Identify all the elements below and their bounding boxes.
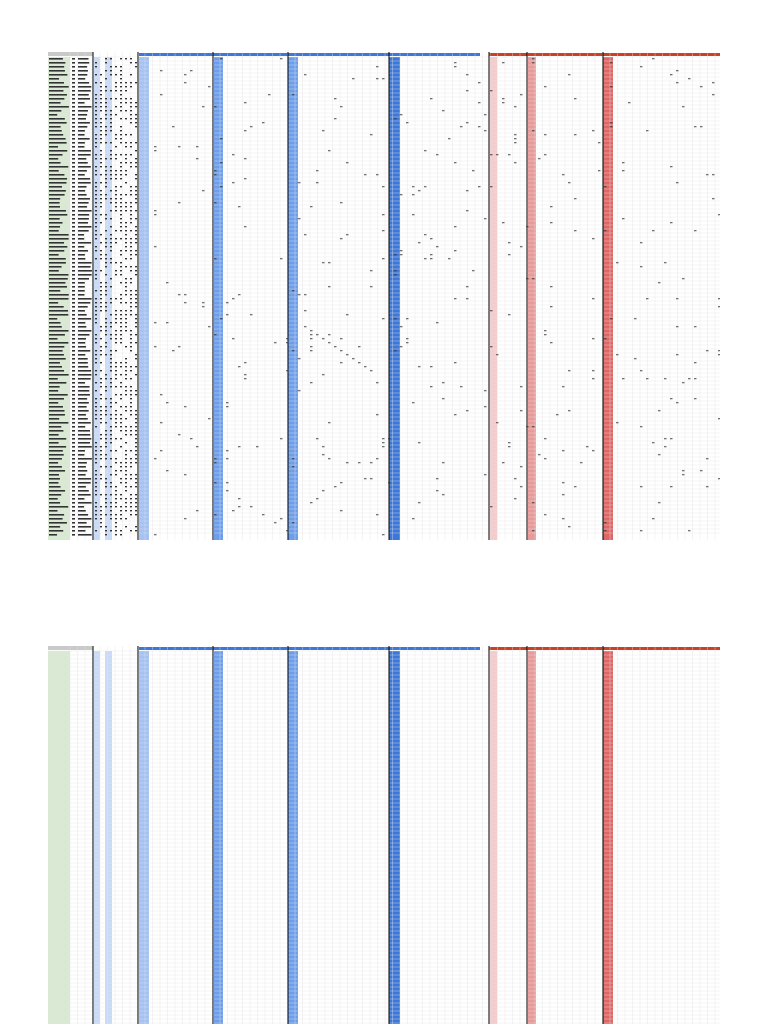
spreadsheet-grid-page-1 — [48, 52, 720, 540]
header-cell-names — [48, 52, 93, 56]
header-red-band — [489, 53, 720, 56]
spreadsheet-page-1 — [48, 52, 720, 540]
spreadsheet-grid-page-2 — [48, 646, 720, 1024]
cell-content-marks — [49, 58, 720, 536]
header-cell-names — [48, 646, 93, 650]
spreadsheet-page-2 — [48, 646, 720, 1024]
header-red-band — [489, 647, 720, 650]
